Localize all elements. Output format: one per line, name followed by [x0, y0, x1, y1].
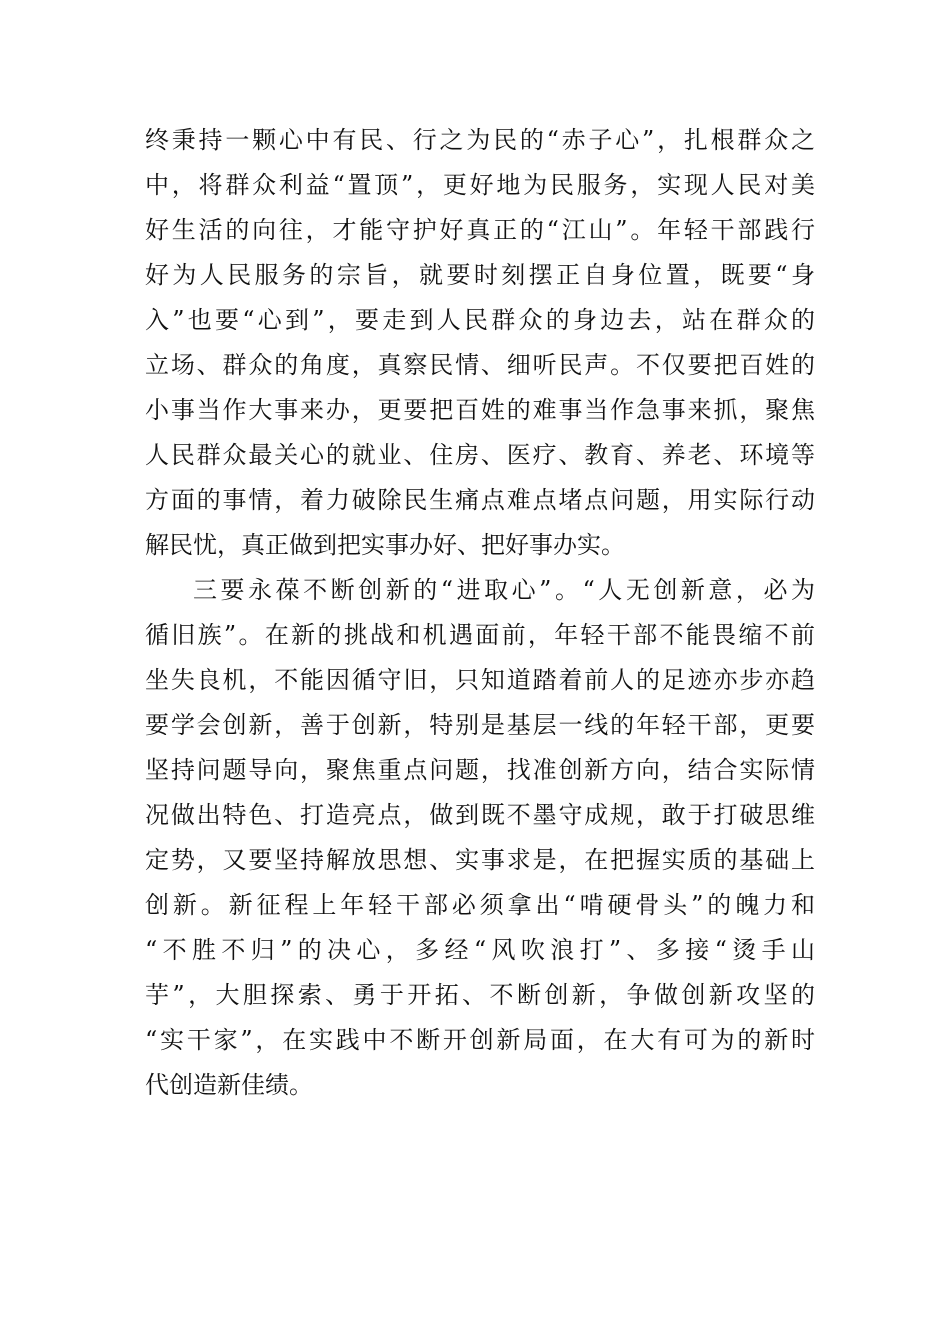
paragraph-people-centered	[145, 118, 815, 568]
paragraph-line: 好为人民服务的宗旨，就要时刻摆正自身位置，既要“身	[145, 261, 815, 289]
paragraph-line: 坐失良机，不能因循守旧，只知道踏着前人的足迹亦步亦趋	[145, 666, 815, 694]
paragraph-line: 终秉持一颗心中有民、行之为民的“赤子心”，扎根群众之	[145, 126, 815, 154]
paragraph-innovation	[145, 568, 815, 1108]
paragraph-line: “不胜不归”的决心，多经“风吹浪打”、多接“烫手山	[145, 936, 815, 964]
paragraph-line: 立场、群众的角度，真察民情、细听民声。不仅要把百姓的	[145, 351, 815, 379]
paragraph-line: 方面的事情，着力破除民生痛点难点堵点问题，用实际行动	[145, 486, 815, 514]
paragraph-line: 坚持问题导向，聚焦重点问题，找准创新方向，结合实际情	[145, 756, 815, 784]
paragraph-line: 创新。新征程上年轻干部必须拿出“啃硬骨头”的魄力和	[145, 891, 815, 919]
paragraph-line: 循旧族”。在新的挑战和机遇面前，年轻干部不能畏缩不前	[145, 621, 815, 649]
paragraph-line: 好生活的向往，才能守护好真正的“江山”。年轻干部践行	[145, 216, 815, 244]
paragraph-line: 代创造新佳绩。	[145, 1071, 313, 1099]
paragraph-line: 定势，又要坚持解放思想、实事求是，在把握实质的基础上	[145, 846, 815, 874]
paragraph-line: 解民忧，真正做到把实事办好、把好事办实。	[145, 531, 625, 559]
paragraph-line: 人民群众最关心的就业、住房、医疗、教育、养老、环境等	[145, 441, 815, 469]
document-body	[145, 118, 815, 1108]
paragraph-line: 芋”，大胆探索、勇于开拓、不断创新，争做创新攻坚的	[145, 981, 815, 1009]
paragraph-line: 要学会创新，善于创新，特别是基层一线的年轻干部，更要	[145, 711, 815, 739]
paragraph-line: 况做出特色、打造亮点，做到既不墨守成规，敢于打破思维	[145, 801, 815, 829]
paragraph-line: 中，将群众利益“置顶”，更好地为民服务，实现人民对美	[145, 171, 815, 199]
paragraph-line: 小事当作大事来办，更要把百姓的难事当作急事来抓，聚焦	[145, 396, 815, 424]
paragraph-line: 三要永葆不断创新的“进取心”。“人无创新意，必为	[193, 576, 815, 604]
paragraph-line: “实干家”，在实践中不断开创新局面，在大有可为的新时	[145, 1026, 815, 1054]
paragraph-line: 入”也要“心到”，要走到人民群众的身边去，站在群众的	[145, 306, 815, 334]
